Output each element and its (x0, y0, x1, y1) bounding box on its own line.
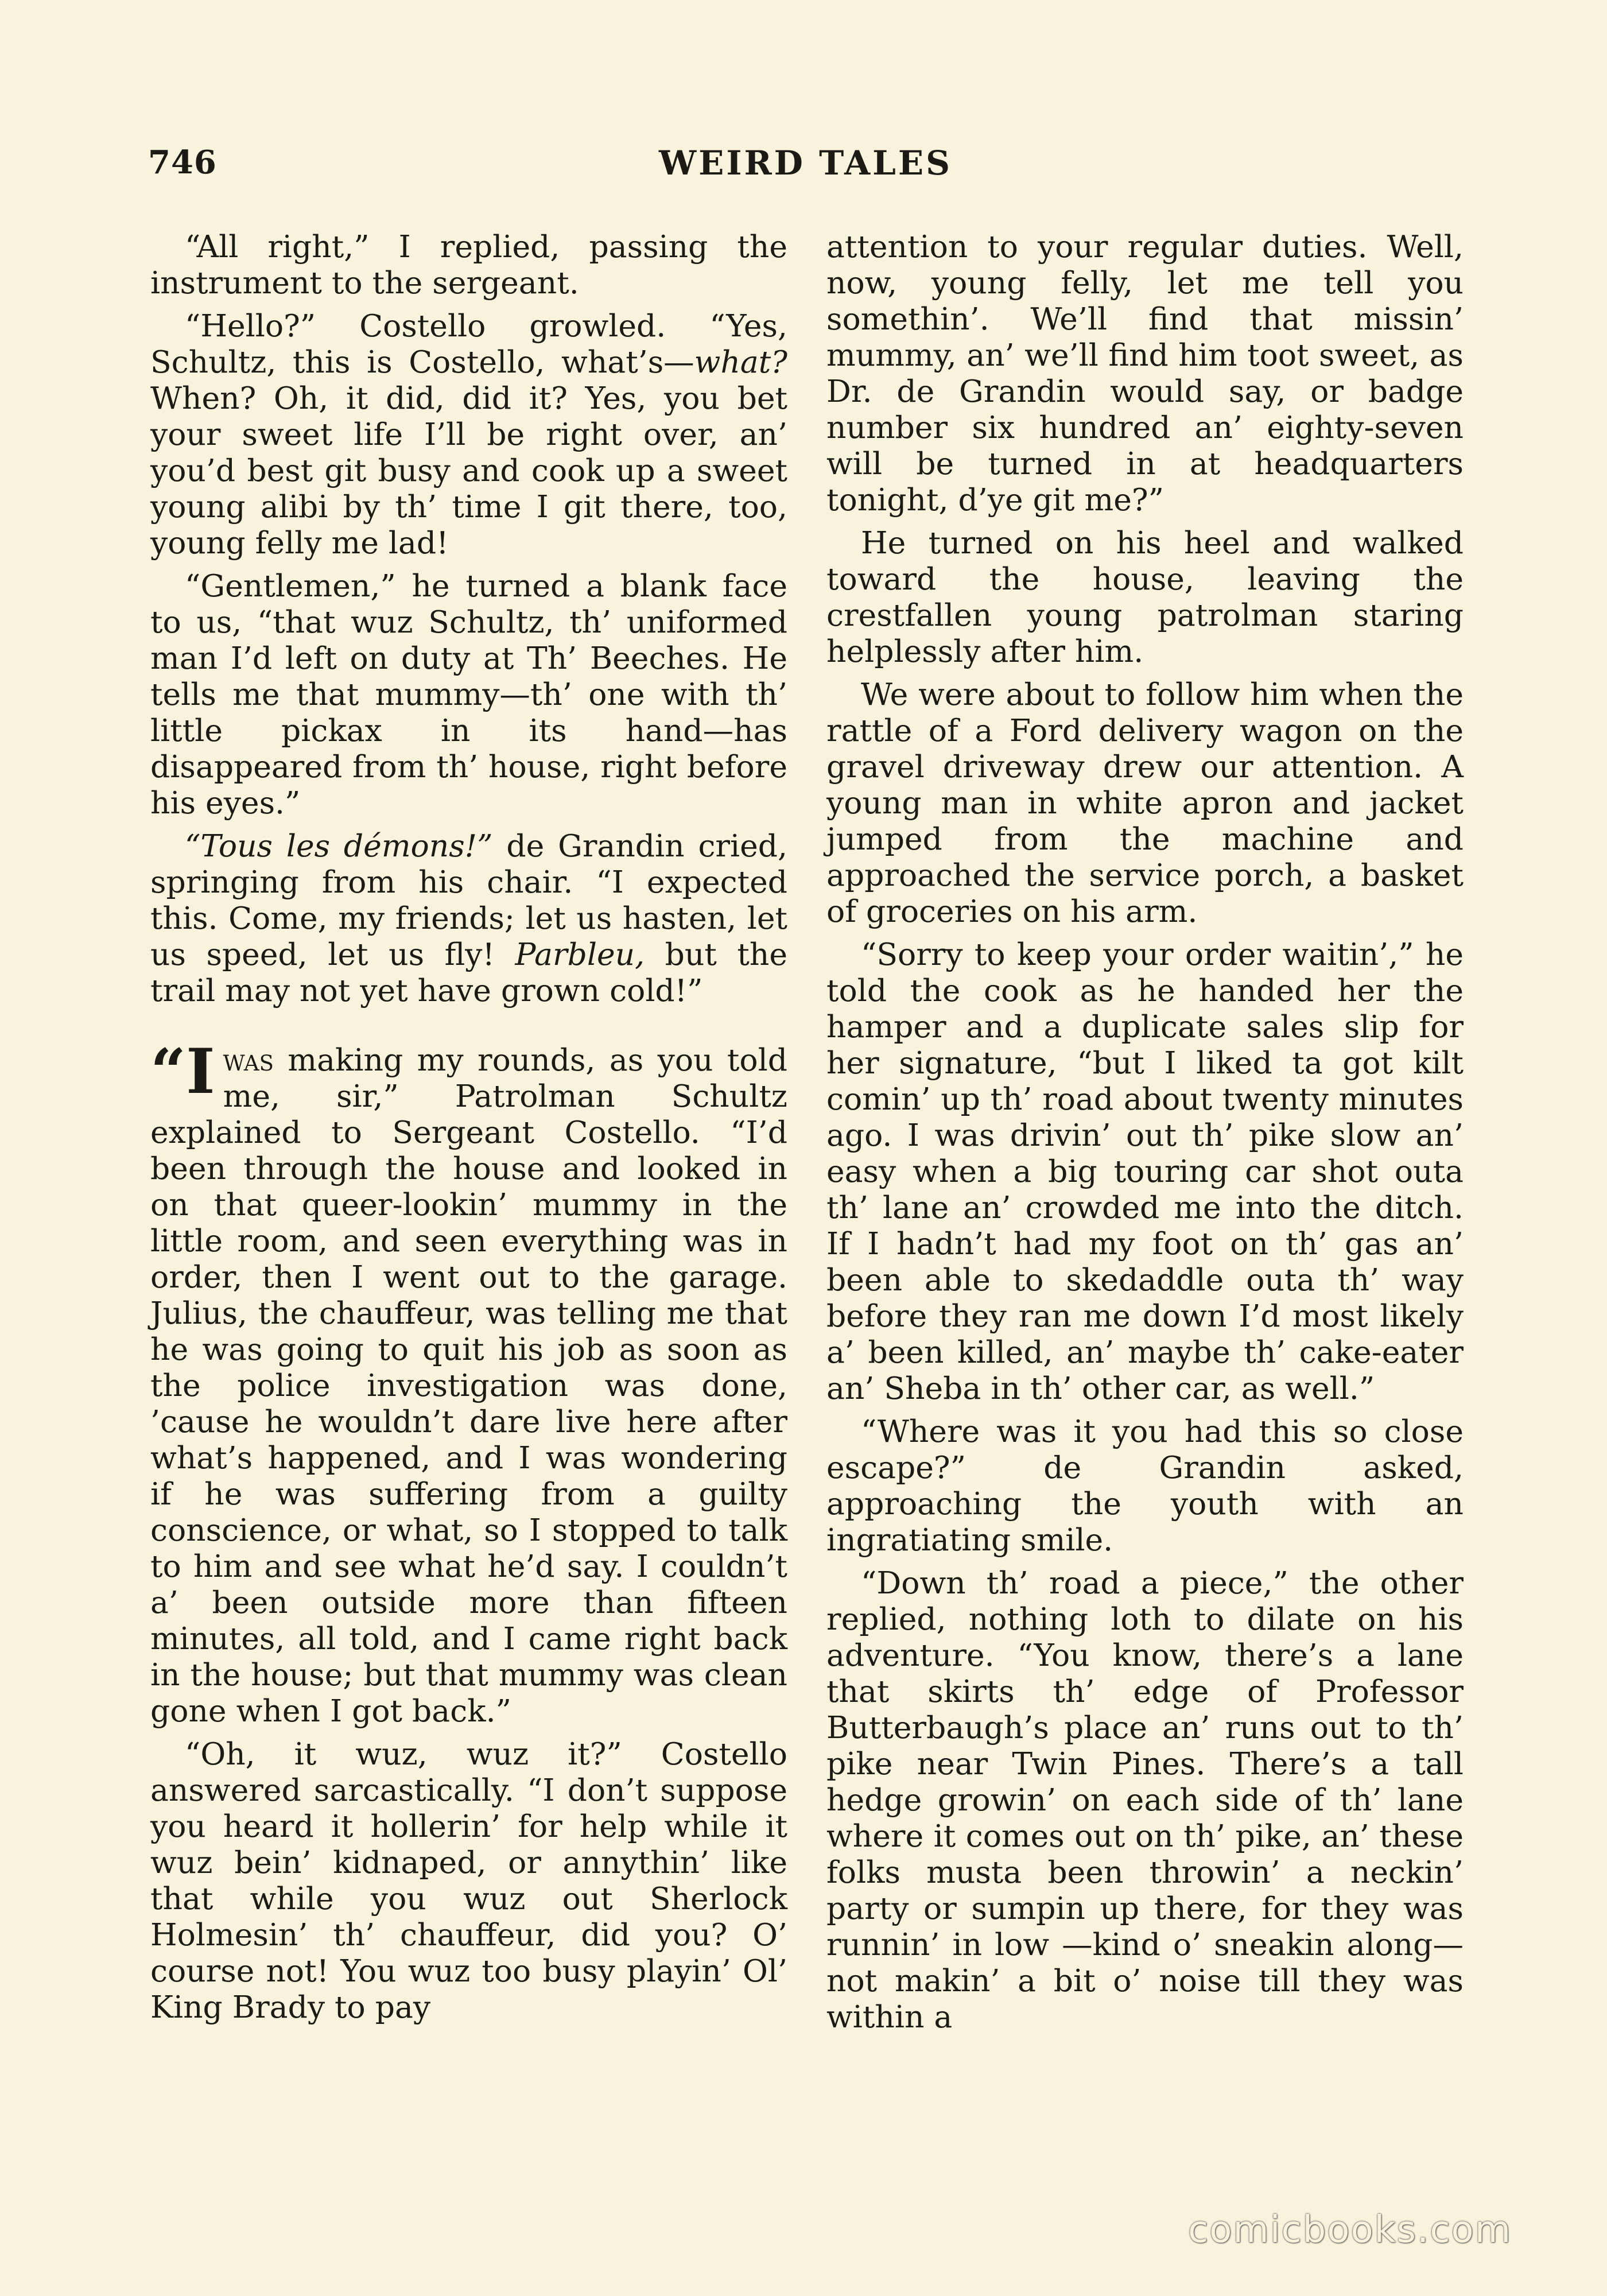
paragraph: “Oh, it wuz, wuz it?” Costello answered sarcastically. “I don’t suppose you heard it hollerin’ for help while it wuz bein’ kidnaped, or annythin’ like that while you wuz out Sherlock Holmesin’ th’ chauffeur, did you? O’ course not! You wuz too busy playin’ Ol’ King Brady to pay (150, 1736, 787, 2025)
paragraph: He turned on his heel and walked toward the house, leaving the crestfallen young patrolman staring helplessly after him. (826, 525, 1464, 669)
section-start-paragraph: “I was making my rounds, as you told me, sir,” Patrolman Schultz explained to Sergeant Costello. “I’d been through the house and looked in on that queer-lookin’ mummy in the little room, and seen everything was in order, then I went out to the garage. Julius, the chauffeur, was telling me that he was going to quit his job as soon as the police investigation was done, ’cause he wouldn’t dare live here after what’s happened, and I was wondering if he was suffering from a guilty conscience, or what, so I stopped to talk to him and see what he’d say. I couldn’t a’ been outside more than fifteen minutes, all told, and I came right back in the house; but that mummy was clean gone when I got back.” (150, 1035, 787, 1729)
drop-cap: “I (150, 1035, 215, 1108)
running-title: WEIRD TALES (659, 144, 953, 183)
left-column (150, 228, 787, 2032)
paragraph: “Where was it you had this so close escape?” de Grandin asked, approaching the youth with an ingratiating smile. (826, 1413, 1464, 1558)
paragraph: “Tous les démons!” de Grandin cried, springing from his chair. “I expected this. Come, my friends; let us hasten, let us speed, let us fly! Parbleu, but the trail may not yet have grown cold!” (150, 828, 788, 1009)
paragraph: We were about to follow him when the rattle of a Ford delivery wagon on the gravel driveway drew our attention. A young man in white apron and jacket jumped from the machine and approached the service porch, a basket of groceries on his arm. (826, 676, 1464, 929)
paragraph: attention to your regular duties. Well, now, young felly, let me tell you somethin’. We’ll find that missin’ mummy, an’ we’ll find him toot sweet, as Dr. de Grandin would say, or badge number six hundred an’ eighty-seven will be turned in at headquarters tonight, d’ye git me?” (826, 228, 1464, 518)
paragraph: “Down th’ road a piece,” the other replied, nothing loth to dilate on his adventure. “You know, there’s a lane that skirts th’ edge of Professor Butterbaugh’s place an’ runs out to th’ pike near Twin Pines. There’s a tall hedge growin’ on each side of th’ lane where it comes out on th’ pike, an’ these folks musta been throwin’ a neckin’ party or sumpin up there, for they was runnin’ in low —kind o’ sneakin along—not makin’ a bit o’ noise till they was within a (826, 1565, 1464, 2035)
watermark: comicbooks.com (1188, 2209, 1512, 2251)
page-number: 746 (148, 144, 217, 181)
paragraph: “All right,” I replied, passing the instrument to the sergeant. (150, 228, 787, 301)
paragraph: “Sorry to keep your order waitin’,” he told the cook as he handed her the hamper and a duplicate sales slip for her signature, “but I liked ta got kilt comin’ up th’ road about twenty minutes ago. I was drivin’ out th’ pike slow an’ easy when a big touring car shot outa th’ lane an’ crowded me into the ditch. If I hadn’t had my foot on th’ gas an’ been able to skedaddle outa th’ way before they ran me down I’d most likely a’ been killed, an’ maybe th’ cake-eater an’ Sheba in th’ other car, as well.” (826, 936, 1464, 1406)
right-column (826, 228, 1464, 2042)
paragraph: “Hello?” Costello growled. “Yes, Schultz, this is Costello, what’s—what? When? Oh, it did, did it? Yes, you bet your sweet life I’ll be right over, an’ you’d best git busy and cook up a sweet young alibi by th’ time I git there, too, young felly me lad! (150, 308, 787, 561)
page-header (148, 144, 1468, 195)
paragraph: “Gentlemen,” he turned a blank face to us, “that wuz Schultz, th’ uniformed man I’d left on duty at Th’ Beeches. He tells me that mummy—th’ one with th’ little pickax in its hand—has disappeared from th’ house, right before his eyes.” (150, 568, 787, 821)
